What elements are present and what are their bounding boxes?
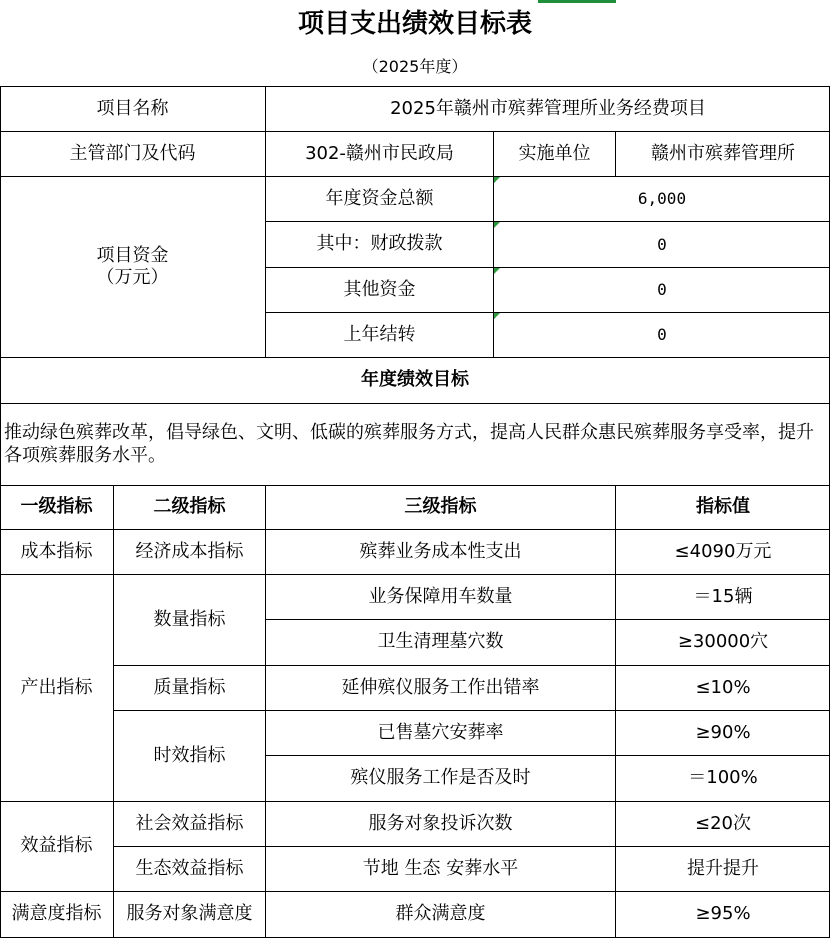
funds-row-label: 上年结转	[265, 312, 493, 357]
dept-label: 主管部门及代码	[0, 131, 265, 176]
indicator-value: ≤4090万元	[615, 529, 830, 574]
frame-bottom	[0, 937, 830, 938]
cell-comment-marker	[494, 313, 500, 319]
level3-indicator: 已售墓穴安葬率	[265, 710, 615, 755]
level2-economic-cost: 经济成本指标	[113, 529, 265, 574]
cell-comment-marker	[494, 177, 500, 183]
level3-indicator: 殡葬业务成本性支出	[265, 529, 615, 574]
funds-row-value: 0	[493, 221, 830, 267]
cell-comment-marker	[494, 222, 500, 228]
funds-row-label: 其中：财政拨款	[265, 221, 493, 267]
level3-indicator: 节地 生态 安葬水平	[265, 846, 615, 891]
indicator-value: ≥95%	[615, 891, 830, 937]
level2-quantity: 数量指标	[113, 574, 265, 665]
level1-output: 产出指标	[0, 574, 113, 801]
frame-left	[0, 86, 1, 937]
header-level1: 一级指标	[0, 485, 113, 529]
indicator-value: ＝15辆	[615, 574, 830, 619]
project-name-label: 项目名称	[0, 86, 265, 131]
level2-social-benefit: 社会效益指标	[113, 801, 265, 846]
header-level2: 二级指标	[113, 485, 265, 529]
indicator-value: ≥30000穴	[615, 619, 830, 665]
level3-indicator: 群众满意度	[265, 891, 615, 937]
funds-row-label: 年度资金总额	[265, 176, 493, 221]
level3-indicator: 延伸殡仪服务工作出错率	[265, 665, 615, 710]
header-level3: 三级指标	[265, 485, 615, 529]
implementing-unit-value: 赣州市殡葬管理所	[615, 131, 830, 176]
dept-value: 302-赣州市民政局	[265, 131, 493, 176]
indicator-value: ＝100%	[615, 755, 830, 801]
annual-goal-text: 推动绿色殡葬改革，倡导绿色、文明、低碳的殡葬服务方式，提高人民群众惠民殡葬服务享受率，提升各项殡葬服务水平。	[0, 403, 830, 485]
funds-label: 项目资金 （万元）	[0, 176, 265, 357]
sheet-title: 项目支出绩效目标表	[297, 8, 532, 39]
indicator-value: ≤10%	[615, 665, 830, 710]
funds-row-label: 其他资金	[265, 267, 493, 312]
project-name-value: 2025年赣州市殡葬管理所业务经费项目	[265, 86, 830, 131]
level2-eco-benefit: 生态效益指标	[113, 846, 265, 891]
level3-indicator: 卫生清理墓穴数	[265, 619, 615, 665]
level3-indicator: 服务对象投诉次数	[265, 801, 615, 846]
level1-satisfaction: 满意度指标	[0, 891, 113, 937]
level2-quality: 质量指标	[113, 665, 265, 710]
indicator-value: ≤20次	[615, 801, 830, 846]
funds-row-value: 0	[493, 267, 830, 312]
header-value: 指标值	[615, 485, 830, 529]
level1-cost: 成本指标	[0, 529, 113, 574]
implementing-unit-label: 实施单位	[493, 131, 615, 176]
level1-benefit: 效益指标	[0, 801, 113, 891]
funds-row-value: 0	[493, 312, 830, 357]
funds-row-value: 6,000	[493, 176, 830, 221]
indicator-value: 提升提升	[615, 846, 830, 891]
sheet-year: （2025年度）	[362, 57, 468, 76]
annual-goal-heading: 年度绩效目标	[0, 357, 830, 403]
level2-timeliness: 时效指标	[113, 710, 265, 801]
indicator-value: ≥90%	[615, 710, 830, 755]
level2-service-satisfaction: 服务对象满意度	[113, 891, 265, 937]
level3-indicator: 业务保障用车数量	[265, 574, 615, 619]
cell-comment-marker	[494, 268, 500, 274]
level3-indicator: 殡仪服务工作是否及时	[265, 755, 615, 801]
